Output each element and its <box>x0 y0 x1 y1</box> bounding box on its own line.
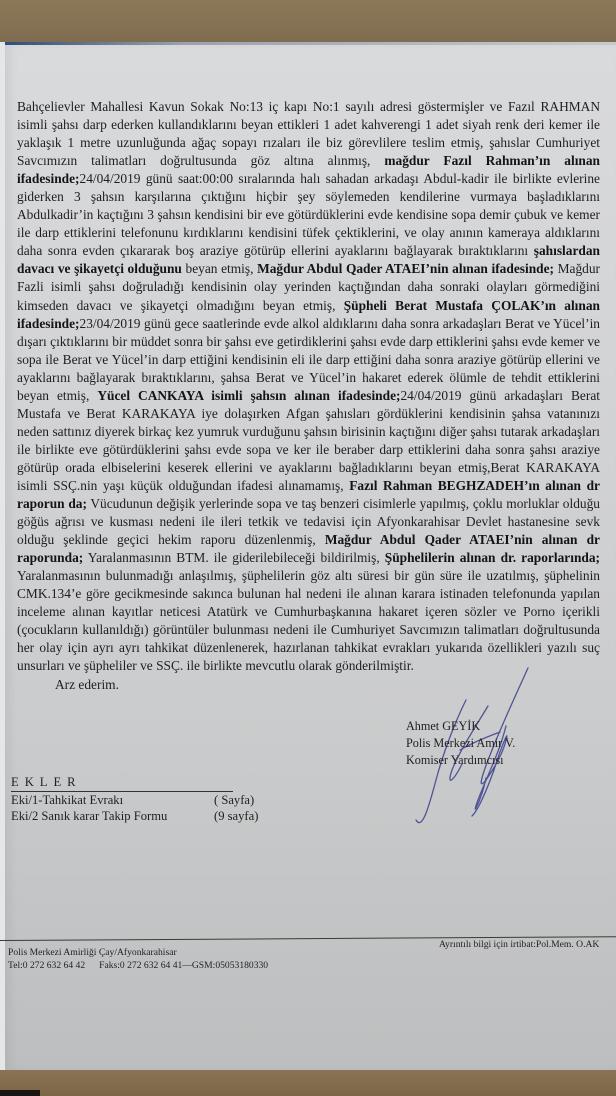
bold-complainant-phrase: şahıslardan davacı ve şikayetçi olduğunu <box>17 243 600 277</box>
footer-phones <box>8 960 268 973</box>
report-paragraph <box>17 98 600 676</box>
bold-heading-suspects-reports: Şüphelilerin alınan dr. raporlarında; <box>384 550 601 566</box>
desk-corner-shadow <box>0 1090 40 1096</box>
bold-heading-victim-fazil-statement: mağdur Fazıl Rahman’ın alınan ifadesinde; <box>17 153 601 187</box>
body-text-segment: Bahçelievler Mahallesi Kavun Sokak No:13 iç kapı No:1 sayılı adresi göstermişler ve Fazıl RAHMAN isimli şahsı darp ederken kullandıklarını beyan ettikleri 1 adet kahverengi 1 adet siyah renk deri kemer ile yaklaşık 1 metre uzunluğunda ağaç sopayı rızaları ile biz görevlilere teslim etmiş, şahıslar Cumhuriyet Savcımızın talimatları doğrultusunda göz altına alınmış, <box>17 99 600 169</box>
bold-heading-beghzadeh-report: Fazıl Rahman BEGHZADEH’ın alınan dr raporun da; <box>17 477 600 512</box>
footer-contact: Ayrıntılı bilgi için irtibat:Pol.Mem. O.AK <box>439 939 600 950</box>
attachment-name: Eki/2 Sanık karar Takip Formu <box>11 808 168 823</box>
footer-office-info <box>8 947 268 972</box>
attachment-item <box>11 809 281 825</box>
desk-background-bottom <box>0 1070 616 1096</box>
body-text-segment: Yaralanmasının bulunmadığı anlaşılmış, şüphelilerin göz altı süresi bir gün süre ile uzatılmış, şüphelinin CMK.134’e göre gecikmesinde sakınca bulunan hal nedeni ile alınan karara istinaden telefonunda yapılan inceleme alınan kayıtlar neticesi Atatürk ve Cumhurbaşkanına hakaret içeren sözler ve Porno içerikli (çocukların kullanıldığı) görüntüler bulunması nedeni ile Cumhuriyet Savcımızın talimatları doğrultusunda her olay için ayrı ayrı tahkikat düzenlenerek, hazırlanan tahkikat evrakları yukarıda özellikleri yazılı suç unsurları ve şüpheliler ve SSÇ. ile birlikte mevcutlu olarak gönderilmiştir. <box>17 568 600 674</box>
body-text-segment: Mağdur Fazli isimli şahsı doğruladığı kendisinin olay yerinden kaçtığından daha sonraki olayları görmediğini kimseden davacı ve şikayetçi olmadığını beyan etmiş, <box>17 261 601 313</box>
report-body <box>17 98 600 676</box>
attachment-pages: ( Sayfa) <box>214 792 255 807</box>
bold-heading-suspect-colak-statement: Şüpheli Berat Mustafa ÇOLAK’ın alınan ifadesinde; <box>17 297 600 331</box>
signatory-block <box>406 718 515 769</box>
body-text-segment: Vücudunun değişik yerlerinde sopa ve taş benzeri cisimlerle yapılmış, çoklu morluklar olduğu göğüs ağrısı ve kusması nedeni ile ileri tetkik ve tedavisi için Afyonkarahisar Devlet hastanesine sevk olduğu şeklinde geçici hekim raporu düzenlenmiş, <box>17 496 600 548</box>
closing-phrase: Arz ederim. <box>55 677 119 692</box>
body-text-segment: 24/04/2019 günü saat:00:00 sıralarında halı sahadan arkadaşı Abdul-kadir ile birlikte evlerine giderken 3 şahsın karşılarına çıktığını hiçbir şey söylemeden kendilerine vurmaya başladıklarını Abdulkadir’in kaçtığını 3 şahsın kendisini bir eve götürdüklerini evde kendisine sopa demir çubuk ve kemer ile darp ettiklerini telefonunu kırdıklarını kendisini tüfek çektiklerini, ve olay anının kameraya aldıklarını daha sonra evden çıkararak boş araziye götürüp ellerini ayaklarını bağlayarak bıraktıklarını <box>17 171 600 259</box>
body-text-segment: 23/04/2019 günü gece saatlerinde evde alkol aldıklarını daha sonra arkadaşları Berat ve Yücel’in dışarı çıktıklarını bir müddet sonra bir şahsı eve getirdiklerini şahsı evde darp ettiklerini şahsı evde kemer ve sopa ile Berat ve Yücel’in darp ettiğini kendisinin eli ile darp ettiğini daha sonra araziye götürüp ellerini ve ayaklarını bağlayarak bıraktıklarını, şahsa Berat ve Yücel’in hakaret ederek ölümle de tehdit ettiklerini beyan etmiş, <box>17 315 600 403</box>
bold-heading-cankaya-statement: Yücel CANKAYA isimli şahsın alınan ifadesinde; <box>97 387 401 403</box>
bold-heading-victim-ataei-statement: Mağdur Abdul Qader ATAEI’nin alınan ifadesinde; <box>257 261 554 277</box>
desk-background-top <box>0 0 616 44</box>
signatory-title: Polis Merkezi Amir V. <box>406 736 516 750</box>
attachments-title: EKLER <box>11 775 233 792</box>
body-text-segment: Yaralanmasının BTM. ile giderilebileceği bildirilmiş, <box>83 550 385 566</box>
signatory-name: Ahmet GEYİK <box>406 719 481 733</box>
attachment-item <box>11 793 281 809</box>
footer-office: Polis Merkezi Amirliği Çay/Afyonkarahisar <box>8 947 177 958</box>
footer-tel: Tel:0 272 632 64 42 <box>8 959 86 971</box>
bold-heading-ataei-report: Mağdur Abdul Qader ATAEI’nin alınan dr raporunda; <box>17 532 600 566</box>
paper-left-edge <box>0 42 5 1072</box>
footer-fax-gsm: Faks:0 272 632 64 41—GSM:05053180330 <box>99 959 269 971</box>
signatory-rank: Komiser Yardımcısı <box>406 753 504 767</box>
attachments-list <box>11 775 281 825</box>
paper-top-edge <box>0 42 616 45</box>
body-text-segment: beyan etmiş, <box>181 261 258 277</box>
body-text-segment: 24/04/2019 günü arkadaşları Berat Mustafa ve Berat KARAKAYA iye dolaşırken Afgan şahısları gördüklerini kendisinin şahsa vatanınızı neden sattınız diyerek birkaç kez yumruk vurduğunu şahsın birisinin kaçtığını diğer şahsı tutarak arkadaşları ile birlikte eve götürdüklerini şahsı evde sopa ve ker ile beraber darp ettiklerini daha sonra şahsı araziye götürüp orada elbiselerini keserek ellerini ve ayaklarını bağladıklarını beyan etmiş,Berat KARAKAYA isimli SSÇ.nin yaşı küçük olduğundan ifadesi alınamamış, <box>17 387 600 493</box>
attachment-pages: (9 sayfa) <box>214 808 259 823</box>
attachment-name: Eki/1-Tahkikat Evrakı <box>11 792 124 807</box>
